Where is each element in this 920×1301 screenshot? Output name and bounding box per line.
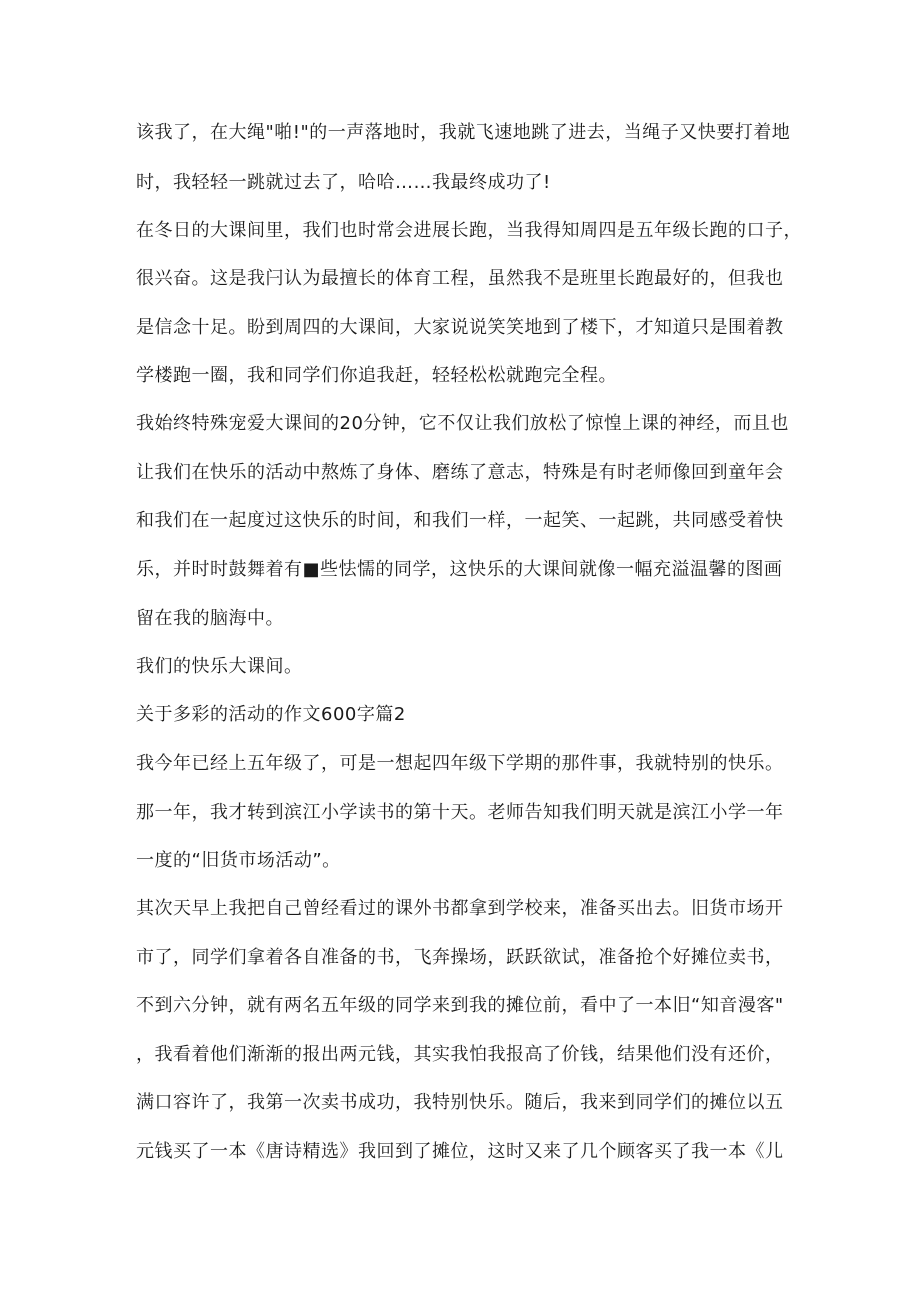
section-heading: 关于多彩的活动的作文600字篇2 [136,704,406,725]
text-line: 我始终特殊宠爱大课间的20分钟，它不仅让我们放松了惊惶上课的神经，而且也 [136,413,789,434]
text-line: 和我们在一起度过这快乐的时间，和我们一样，一起笑、一起跳，共同感受着快 [136,510,784,531]
text-line: 学楼跑一圈，我和同学们你追我赶，轻轻松松就跑完全程。 [136,365,617,386]
text-line: 该我了，在大绳"啪!"的一声落地时，我就飞速地跳了进去，当绳子又快要打着地 [136,122,791,143]
text-line: 市了，同学们拿着各自准备的书，飞奔操场，跃跃欲试，准备抢个好摊位卖书， [136,947,784,968]
text-line: 很兴奋。这是我闩认为最擅长的体育工程，虽然我不是班里长跑最好的，但我也 [136,268,784,289]
text-line: 我今年已经上五年级了，可是一想起四年级下学期的那件事，我就特别的快乐。 [136,753,784,774]
text-line: 时，我轻轻一跳就过去了，哈哈……我最终成功了! [136,172,551,193]
text-line: ，我看着他们渐渐的报出两元钱，其实我怕我报高了价钱，结果他们没有还价， [136,1044,784,1065]
text-line: 不到六分钟，就有两名五年级的同学来到我的摊位前，看中了一本旧“知音漫客" [136,995,784,1016]
text-line: 一度的“旧货市场活动”。 [136,850,341,871]
text-line: 让我们在快乐的活动中熬炼了身体、磨练了意志，特殊是有时老师像回到童年会 [136,462,784,483]
text-line: 满口容许了，我第一次卖书成功，我特别快乐。随后，我来到同学们的摊位以五 [136,1092,784,1113]
text-line: 我们的快乐大课间。 [136,656,303,677]
text-line: 是信念十足。盼到周四的大课间，大家说说笑笑地到了楼下，才知道只是围着教 [136,317,784,338]
text-line: 那一年，我才转到滨江小学读书的第十天。老师告知我们明天就是滨江小学一年 [136,802,784,823]
text-line: 乐，并时时鼓舞着有■些怯懦的同学，这快乐的大课间就像一幅充溢温馨的图画 [136,559,783,580]
text-line: 其次天早上我把自己曾经看过的课外书都拿到学校来，准备买出去。旧货市场开 [136,898,784,919]
text-line: 元钱买了一本《唐诗精选》我回到了摊位，这时又来了几个顾客买了我一本《儿 [136,1141,784,1162]
text-line: 留在我的脑海中。 [136,608,284,629]
text-line: 在冬日的大课间里，我们也时常会进展长跑，当我得知周四是五年级长跑的口子， [136,220,802,241]
